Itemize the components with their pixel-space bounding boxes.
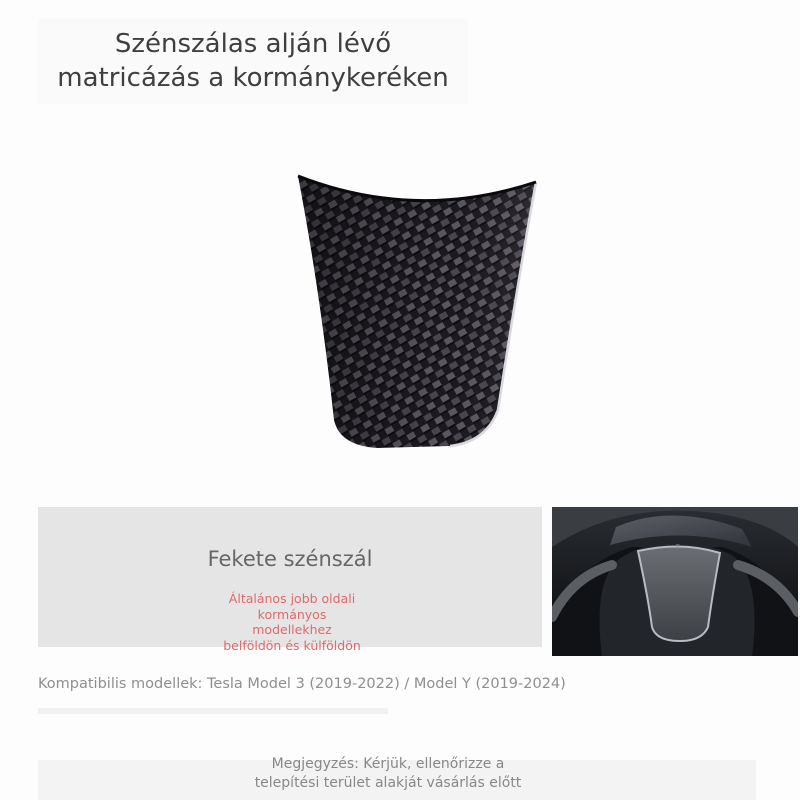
title-line-2: matricázás a kormánykeréken <box>57 63 449 93</box>
variant-note-line-1: Általános jobb oldali <box>228 591 356 606</box>
carbon-fiber-trim-image <box>290 170 550 460</box>
svg-text:T: T <box>676 544 680 551</box>
note-box <box>38 756 756 800</box>
carbon-fiber-trim-icon <box>290 170 550 460</box>
steering-wheel-icon <box>552 507 798 656</box>
variant-note <box>178 591 406 653</box>
variant-name: Fekete szénszál <box>207 547 373 571</box>
note-line-1: Megjegyzés: Kérjük, ellenőrizze a <box>271 756 505 772</box>
installed-photo <box>552 507 798 656</box>
faint-divider <box>38 708 388 714</box>
variant-note-line-4: belföldön és külföldön <box>223 637 361 653</box>
note-text <box>218 755 558 793</box>
title-line-1: Szénszálas alján lévő <box>114 29 392 59</box>
note-line-2: telepítési terület alakját vásárlás előtt <box>254 775 522 791</box>
variant-panel[interactable] <box>38 507 542 653</box>
title-box <box>38 18 468 104</box>
variant-note-line-3: modellekhez <box>252 622 332 637</box>
variant-note-line-2: kormányos <box>257 606 327 622</box>
compatibility-text: Kompatibilis modellek: Tesla Model 3 (2019-2022) / Model Y (2019-2024) <box>38 676 566 692</box>
